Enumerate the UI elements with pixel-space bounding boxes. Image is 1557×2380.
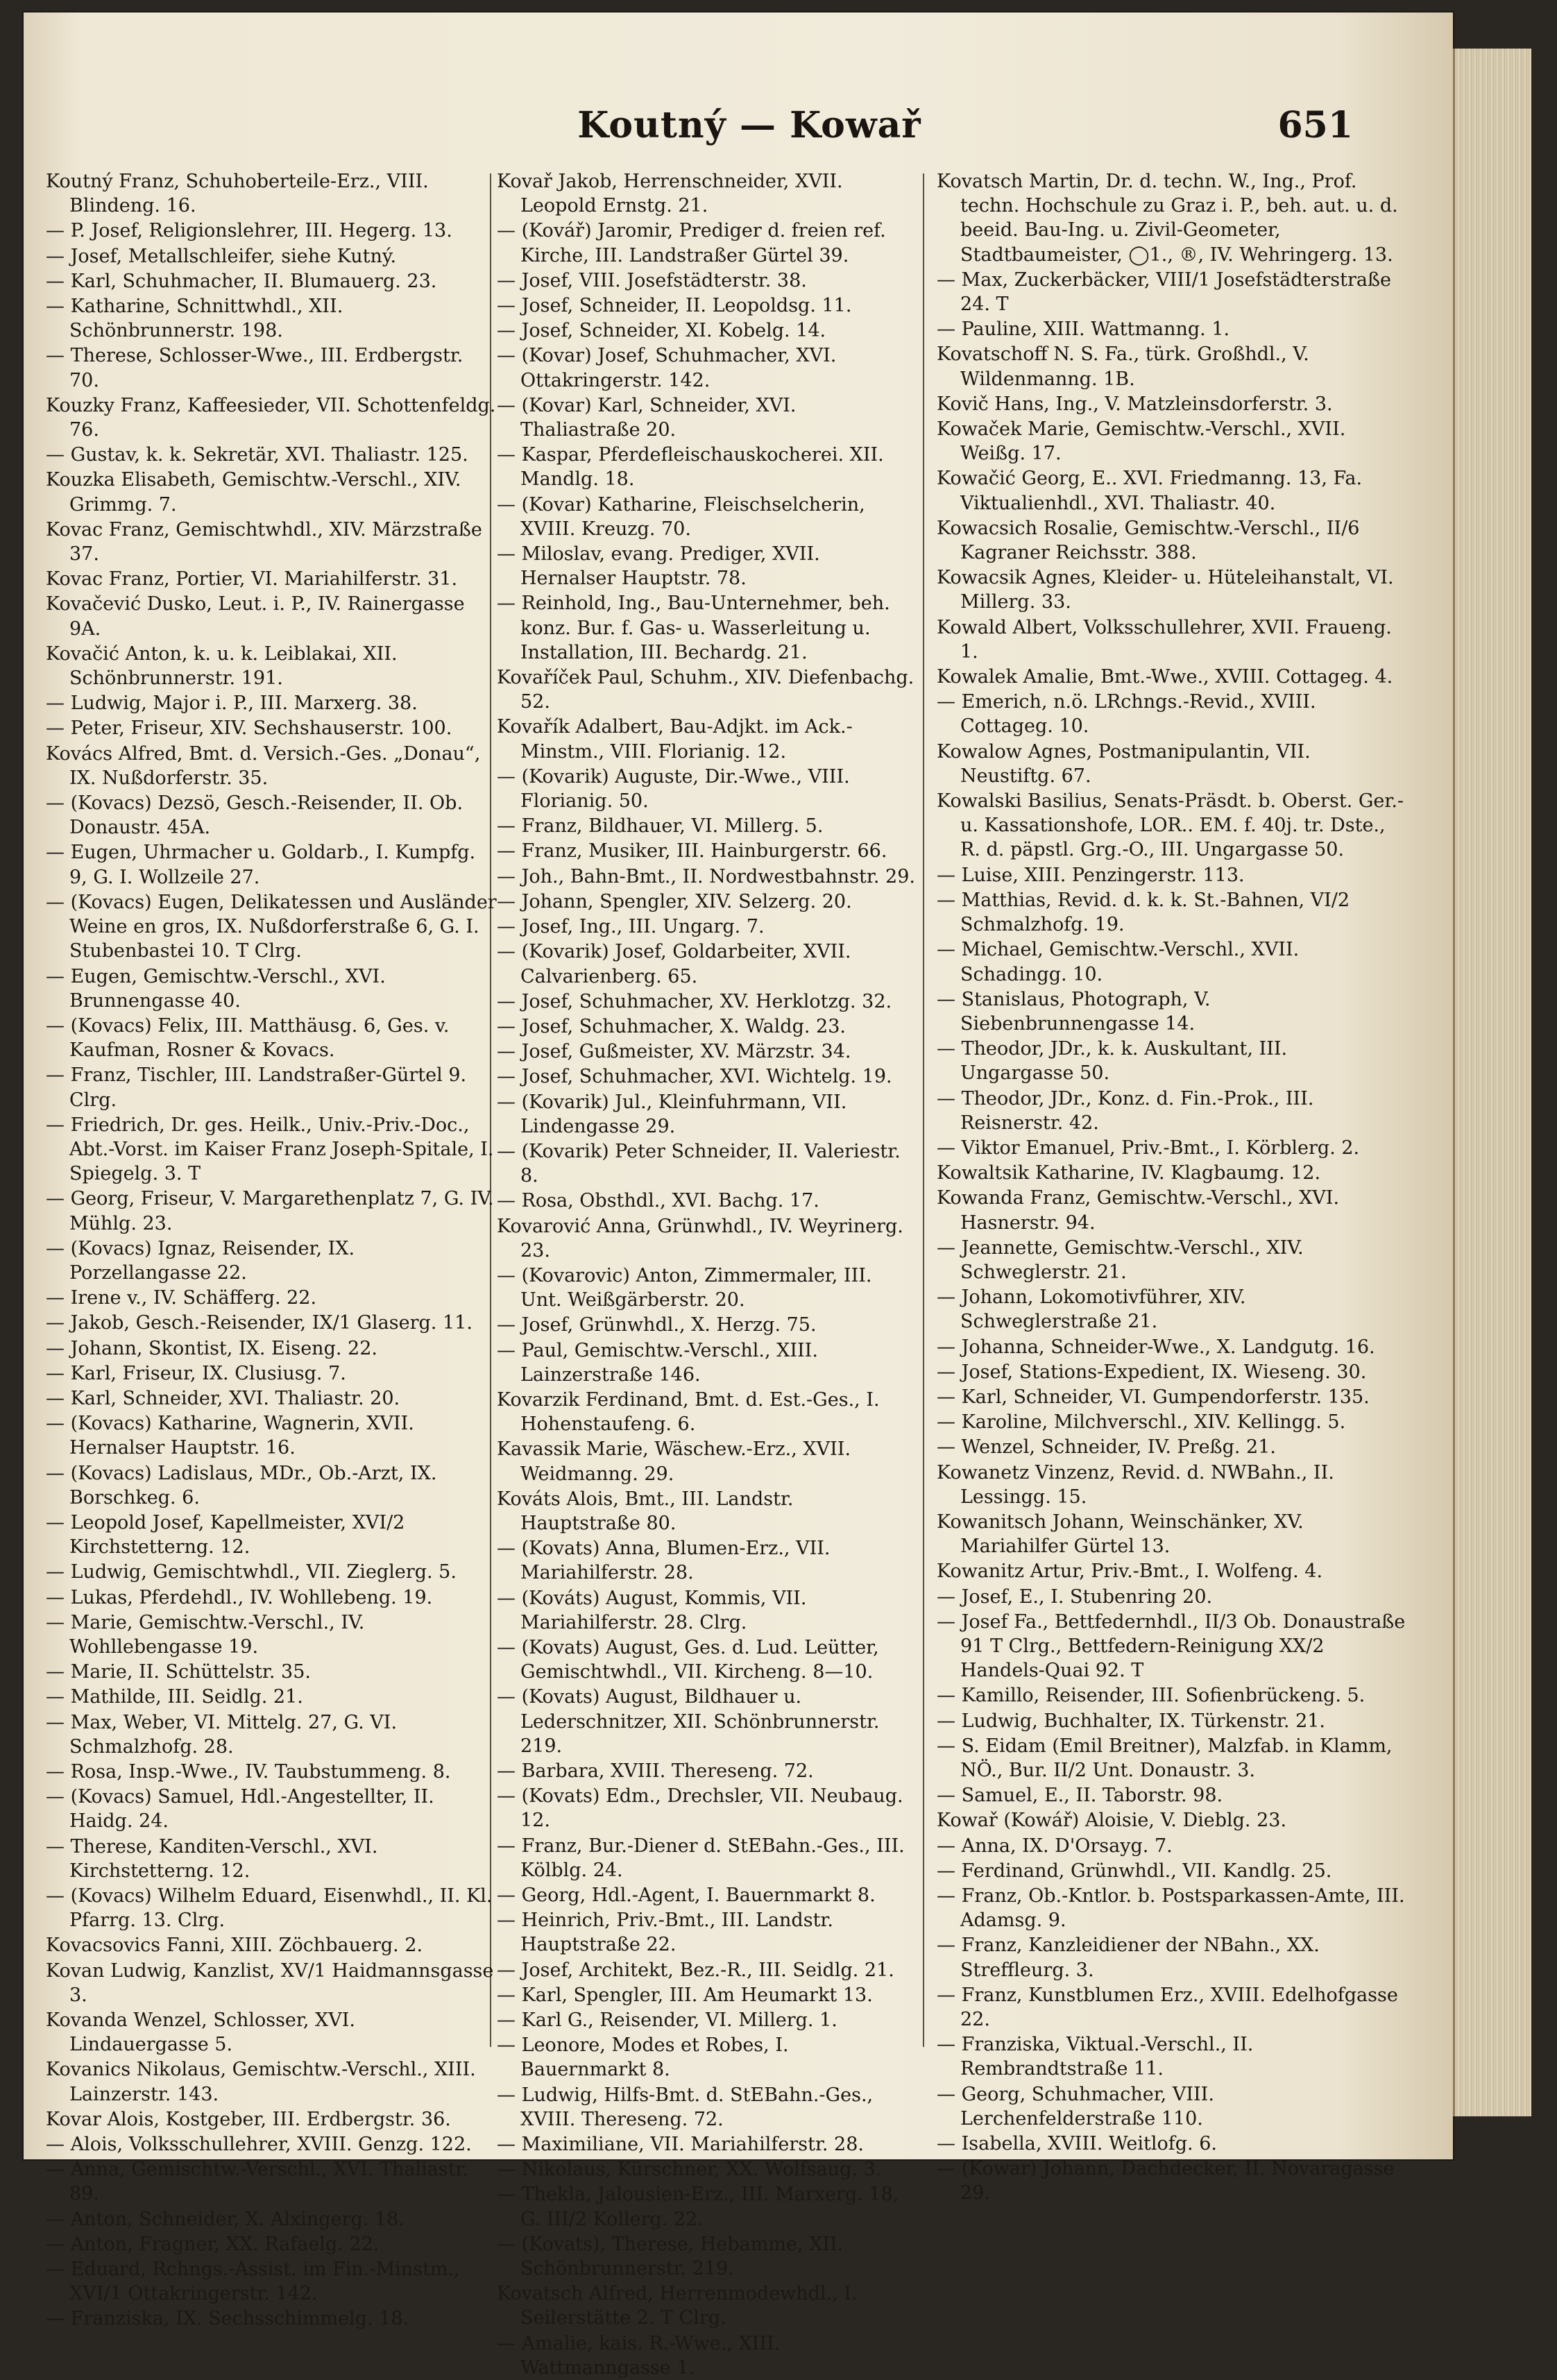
directory-entry: — Josef, Ing., III. Ungarg. 7. (497, 916, 765, 938)
directory-entry: Kowanetz Vinzenz, Revid. d. NWBahn., II. Lessingg. 15. (937, 1461, 1334, 1508)
directory-entry: Kowaček Marie, Gemischtw.-Verschl., XVII. Weißg. 17. (937, 418, 1346, 465)
directory-entry: — Franz, Bur.-Diener d. StEBahn.-Ges., III. Kölblg. 24. (497, 1835, 905, 1881)
directory-entry: — S. Eidam (Emil Breitner), Malzfab. in Klamm, NÖ., Bur. II/2 Unt. Donaustr. 3. (937, 1735, 1393, 1781)
directory-entry: Kovič Hans, Ing., V. Matzleinsdorferstr. 3. (937, 393, 1333, 415)
directory-entry: — (Kovats) August, Bildhauer u. Lederschnitzer, XII. Schönbrunnerstr. 219. (497, 1686, 880, 1757)
directory-entry: — Alois, Volksschullehrer, XVIII. Genzg. 122. (46, 2134, 472, 2156)
directory-entry: — Franziska, Viktual.-Verschl., II. Rembrandtstraße 11. (937, 2034, 1254, 2080)
directory-entry: — Rosa, Insp.-Wwe., IV. Taubstummeng. 8. (46, 1761, 451, 1783)
directory-entry: — P. Josef, Religionslehrer, III. Hegerg. 13. (46, 220, 452, 242)
directory-entry: — Luise, XIII. Penzingerstr. 113. (937, 864, 1245, 886)
directory-entry: — Georg, Hdl.-Agent, I. Bauernmarkt 8. (497, 1885, 876, 1907)
running-head-title: Koutný — Kowař (577, 104, 921, 146)
directory-entry: — Matthias, Revid. d. k. k. St.-Bahnen, VI/2 Schmalzhofg. 19. (937, 889, 1350, 936)
directory-entry: — Josef, Metallschleifer, siehe Kutný. (46, 245, 397, 267)
directory-entry: — Josef, Schuhmacher, XV. Herklotzg. 32. (497, 990, 892, 1012)
directory-entry: Kowačić Georg, E.. XVI. Friedmanng. 13, Fa. Viktualienhdl., XVI. Thaliastr. 40. (937, 468, 1363, 514)
directory-entry: Kowař (Kowář) Aloisie, V. Dieblg. 23. (937, 1810, 1287, 1832)
directory-entry: — (Kovar) Katharine, Fleischselcherin, XVIII. Kreuzg. 70. (497, 493, 865, 540)
directory-entry: — Nikolaus, Kürschner, XX. Wolfsaug. 3. (497, 2159, 882, 2181)
directory-entry: Kovanics Nikolaus, Gemischtw.-Verschl., XIII. Lainzerstr. 143. (46, 2059, 476, 2105)
directory-entry: — (Kovář) Jaromir, Prediger d. freien ref. Kirche, III. Landstraßer Gürtel 39. (497, 220, 886, 266)
directory-entry: Kowanda Franz, Gemischtw.-Verschl., XVI. Hasnerstr. 94. (937, 1187, 1340, 1234)
directory-entry: — Josef, VIII. Josefstädterstr. 38. (497, 269, 807, 291)
directory-entry: Koutný Franz, Schuhoberteile-Erz., VIII. Blindeng. 16. (46, 171, 429, 217)
directory-entry: — Jakob, Gesch.-Reisender, IX/1 Glaserg. 11. (46, 1312, 473, 1334)
page-number: 651 (1277, 104, 1353, 146)
directory-entry: — (Kovats) August, Ges. d. Lud. Leütter, Gemischtwhdl., VII. Kircheng. 8—10. (497, 1636, 879, 1683)
directory-entry: — Jeannette, Gemischtw.-Verschl., XIV. Schweglerstr. 21. (937, 1236, 1304, 1283)
directory-entry: — Karl, Schuhmacher, II. Blumauerg. 23. (46, 270, 437, 292)
directory-entry: Kovács Alfred, Bmt. d. Versich.-Ges. „Donau“, IX. Nußdorferstr. 35. (46, 742, 481, 789)
directory-entry: — Josef, Schneider, XI. Kobelg. 14. (497, 320, 826, 342)
directory-entry: Kovac Franz, Portier, VI. Mariahilferstr. 31. (46, 568, 458, 590)
directory-entry: — Josef Fa., Bettfedernhdl., II/3 Ob. Donaustraße 91 T Clrg., Bettfedern-Reinigung XX/2 Handels-Quai 92. T (937, 1610, 1406, 1682)
directory-entry: Kowalski Basilius, Senats-Präsdt. b. Oberst. Ger.- u. Kassationshofe, LOR.. EM. f. 40j. tr. Dste., R. d. päpstl. Grg.-O., III. Ungargasse 50. (937, 790, 1404, 861)
directory-entry: — Franz, Kunstblumen Erz., XVIII. Edelhofgasse 22. (937, 1984, 1398, 2031)
directory-entry: — Stanislaus, Photograph, V. Siebenbrunnengasse 14. (937, 988, 1211, 1035)
directory-entry: — Leonore, Modes et Robes, I. Bauernmarkt 8. (497, 2034, 789, 2081)
directory-entry: Kovac Franz, Gemischtwhdl., XIV. Märzstraße 37. (46, 518, 482, 566)
directory-entry: — Marie, Gemischtw.-Verschl., IV. Wohllebengasse 19. (46, 1611, 365, 1658)
directory-entry: — Anton, Fragner, XX. Rafaelg. 22. (46, 2233, 380, 2255)
directory-entry: — (Kovats) Anna, Blumen-Erz., VII. Mariahilferstr. 28. (497, 1538, 831, 1584)
directory-entry: Kovařík Adalbert, Bau-Adjkt. im Ack.-Minstm., VIII. Florianig. 12. (497, 716, 853, 763)
directory-entry: — (Kovacs) Dezsö, Gesch.-Reisender, II. Ob. Donaustr. 45A. (46, 792, 463, 839)
directory-entry: — (Kovarik) Jul., Kleinfuhrmann, VII. Lindengasse 29. (497, 1091, 847, 1137)
directory-entry: — Lukas, Pferdehdl., IV. Wohllebeng. 19. (46, 1586, 433, 1608)
directory-entry: — Heinrich, Priv.-Bmt., III. Landstr. Hauptstraße 22. (497, 1910, 833, 1956)
directory-entry: — Anton, Schneider, X. Alxingerg. 18. (46, 2208, 405, 2230)
directory-entry: — Karl, Schneider, XVI. Thaliastr. 20. (46, 1387, 400, 1409)
directory-entry: Kovacsovics Fanni, XIII. Zöchbauerg. 2. (46, 1935, 423, 1957)
directory-entry: — Viktor Emanuel, Priv.-Bmt., I. Körblerg. 2. (937, 1137, 1360, 1159)
directory-entry: Kowanitsch Johann, Weinschänker, XV. Mariahilfer Gürtel 13. (937, 1511, 1304, 1558)
directory-entry: — Max, Zuckerbäcker, VIII/1 Josefstädterstraße 24. T (937, 269, 1391, 316)
directory-entry: Kowald Albert, Volksschullehrer, XVII. Fraueng. 1. (937, 616, 1392, 663)
directory-entry: — Franz, Musiker, III. Hainburgerstr. 66. (497, 840, 887, 862)
directory-entry: — (Kovacs) Eugen, Delikatessen und Ausländer Weine en gros, IX. Nußdorferstraße 6, G. I. Stubenbastei 10. T Clrg. (46, 891, 497, 962)
directory-entry: — (Kováts) August, Kommis, VII. Mariahilferstr. 28. Clrg. (497, 1587, 807, 1633)
directory-entry: — Josef, Stations-Expedient, IX. Wieseng. 30. (937, 1361, 1367, 1383)
directory-entry: Kouzky Franz, Kaffeesieder, VII. Schottenfeldg. 76. (46, 394, 496, 441)
directory-entry: — (Kovar) Karl, Schneider, XVI. Thaliastraße 20. (497, 394, 797, 441)
directory-entry: — Amalie, kais. R.-Wwe., XIII. Wattmanngasse 1. (497, 2332, 781, 2379)
directory-entry: — Wenzel, Schneider, IV. Preßg. 21. (937, 1436, 1276, 1459)
directory-entry: Kouzka Elisabeth, Gemischtw.-Verschl., XIV. Grimmg. 7. (46, 469, 461, 516)
directory-entry: — Joh., Bahn-Bmt., II. Nordwestbahnstr. 29. (497, 865, 915, 887)
directory-column-3 (937, 169, 1406, 2204)
directory-entry: — (Kovats), Therese, Hebamme, XII. Schönbrunnerstr. 219. (497, 2233, 844, 2280)
directory-entry: — Mathilde, III. Seidlg. 21. (46, 1686, 303, 1708)
directory-entry: Kováts Alois, Bmt., III. Landstr. Hauptstraße 80. (497, 1488, 794, 1534)
directory-entry: — Michael, Gemischtw.-Verschl., XVII. Schadingg. 10. (937, 939, 1300, 985)
directory-entry: — Karl, Spengler, III. Am Heumarkt 13. (497, 1984, 873, 2006)
directory-entry: — (Kovarovic) Anton, Zimmermaler, III. Unt. Weißgärberstr. 20. (497, 1264, 872, 1311)
directory-entry: — (Kovacs) Katharine, Wagnerin, XVII. Hernalser Hauptstr. 16. (46, 1413, 414, 1459)
directory-entry: — (Kovats) Edm., Drechsler, VII. Neubaug. 12. (497, 1785, 903, 1832)
directory-entry: — Theodor, JDr., Konz. d. Fin.-Prok., III. Reisnerstr. 42. (937, 1087, 1314, 1134)
directory-entry: — Franz, Ob.-Kntlor. b. Postsparkassen-Amte, III. Adamsg. 9. (937, 1885, 1405, 1932)
directory-entry: — Anna, IX. D'Orsayg. 7. (937, 1835, 1173, 1857)
directory-entry: Kovarzik Ferdinand, Bmt. d. Est.-Ges., I. Hohenstaufeng. 6. (497, 1388, 880, 1436)
directory-entry: — (Kovacs) Ignaz, Reisender, IX. Porzellangasse 22. (46, 1237, 355, 1284)
directory-entry: — Josef, Architekt, Bez.-R., III. Seidlg. 21. (497, 1959, 894, 1981)
directory-entry: Kovarović Anna, Grünwhdl., IV. Weyrinerg. 23. (497, 1215, 903, 1261)
directory-entry: — Ludwig, Buchhalter, IX. Türkenstr. 21. (937, 1710, 1326, 1732)
directory-entry: — Kaspar, Pferdefleischauskocherei. XII. Mandlg. 18. (497, 444, 884, 491)
directory-entry: — Marie, II. Schüttelstr. 35. (46, 1661, 311, 1683)
directory-entry: — Therese, Kanditen-Verschl., XVI. Kirchstetterng. 12. (46, 1835, 378, 1882)
directory-entry: — Samuel, E., II. Taborstr. 98. (937, 1785, 1223, 1807)
directory-entry: — Johanna, Schneider-Wwe., X. Landgutg. 16. (937, 1336, 1375, 1358)
directory-entry: — Miloslav, evang. Prediger, XVII. Hernalser Hauptstr. 78. (497, 543, 820, 590)
directory-entry: — Ludwig, Major i. P., III. Marxerg. 38. (46, 692, 418, 715)
directory-entry: Kowacsich Rosalie, Gemischtw.-Verschl., II/6 Kagraner Reichsstr. 388. (937, 517, 1360, 564)
directory-entry: — Pauline, XIII. Wattmanng. 1. (937, 318, 1230, 341)
directory-entry: — (Kovacs) Samuel, Hdl.-Angestellter, II. Haidg. 24. (46, 1786, 434, 1833)
directory-entry: — Isabella, XVIII. Weitlofg. 6. (937, 2133, 1217, 2155)
directory-entry: — Friedrich, Dr. ges. Heilk., Univ.-Priv.-Doc., Abt.-Vorst. im Kaiser Franz Joseph-Spitale, I. Spiegelg. 3. T (46, 1114, 494, 1185)
directory-entry: — Eugen, Gemischtw.-Verschl., XVI. Brunnengasse 40. (46, 965, 386, 1012)
directory-entry: Kavassik Marie, Wäschew.-Erz., XVII. Weidmanng. 29. (497, 1438, 851, 1485)
directory-entry: — Ferdinand, Grünwhdl., VII. Kandlg. 25. (937, 1860, 1332, 1882)
directory-entry: — Johann, Skontist, IX. Eiseng. 22. (46, 1337, 377, 1359)
directory-entry: — Josef, E., I. Stubenring 20. (937, 1586, 1213, 1608)
directory-entry: Kovar Alois, Kostgeber, III. Erdbergstr. 36. (46, 2108, 451, 2130)
directory-entry: — Josef, Schneider, II. Leopoldsg. 11. (497, 295, 852, 317)
directory-entry: — Johann, Spengler, XIV. Selzerg. 20. (497, 890, 852, 912)
directory-entry: — Karl, Schneider, VI. Gumpendorferstr. 135. (937, 1386, 1370, 1408)
directory-entry: — Karoline, Milchverschl., XIV. Kellingg. 5. (937, 1411, 1346, 1434)
directory-entry: — (Kovarik) Josef, Goldarbeiter, XVII. Calvarienberg. 65. (497, 941, 851, 987)
directory-entry: — (Kovarik) Auguste, Dir.-Wwe., VIII. Florianig. 50. (497, 765, 850, 813)
directory-entry: — Karl, Friseur, IX. Clusiusg. 7. (46, 1362, 346, 1384)
directory-entry: Kowanitz Artur, Priv.-Bmt., I. Wolfeng. 4. (937, 1561, 1323, 1583)
directory-entry: Kovan Ludwig, Kanzlist, XV/1 Haidmannsgasse 3. (46, 1960, 494, 2006)
directory-entry: — Josef, Schuhmacher, XVI. Wichtelg. 19. (497, 1066, 892, 1088)
column-rule (923, 173, 924, 2047)
page-header (146, 104, 1353, 167)
directory-entry: — Georg, Friseur, V. Margarethenplatz 7, G. IV. Mühlg. 23. (46, 1188, 494, 1234)
directory-entry: Kovačić Anton, k. u. k. Leiblakai, XII. Schönbrunnerstr. 191. (46, 643, 398, 690)
page-edges (1453, 49, 1531, 2116)
directory-entry: — Eduard, Rchngs.-Assist. im Fin.-Minstm., XVI/1 Ottakringerstr. 142. (46, 2259, 460, 2305)
directory-entry: Kowalow Agnes, Postmanipulantin, VII. Neustiftg. 67. (937, 740, 1311, 787)
directory-entry: — Josef, Gußmeister, XV. Märzstr. 34. (497, 1041, 851, 1063)
directory-column-2 (497, 169, 916, 2379)
directory-entry: — Josef, Grünwhdl., X. Herzg. 75. (497, 1314, 817, 1336)
directory-entry: — (Kovacs) Wilhelm Eduard, Eisenwhdl., II. Kl. Pfarrg. 13. Clrg. (46, 1885, 493, 1932)
directory-entry: Kowacsik Agnes, Kleider- u. Hüteleihanstalt, VI. Millerg. 33. (937, 567, 1394, 613)
directory-entry: — Theodor, JDr., k. k. Auskultant, III. Ungargasse 50. (937, 1038, 1288, 1085)
directory-entry: Kovař Jakob, Herrenschneider, XVII. Leopold Ernstg. 21. (497, 171, 843, 217)
directory-entry: — Franziska, IX. Sechsschimmelg. 18. (46, 2308, 409, 2330)
directory-entry: — Peter, Friseur, XIV. Sechshauserstr. 100. (46, 717, 452, 740)
directory-entry: — Ludwig, Hilfs-Bmt. d. StEBahn.-Ges., XVIII. Thereseng. 72. (497, 2084, 874, 2130)
directory-entry: — Georg, Schuhmacher, VIII. Lerchenfelderstraße 110. (937, 2083, 1214, 2130)
directory-entry: Kovatsch Alfred, Herrenmodewhdl., I. Seilerstätte 2. T Clrg. (497, 2283, 858, 2329)
directory-entry: — Rosa, Obsthdl., XVI. Bachg. 17. (497, 1190, 819, 1212)
directory-entry: Kowalek Amalie, Bmt.-Wwe., XVIII. Cottageg. 4. (937, 666, 1393, 688)
directory-entry: Kovanda Wenzel, Schlosser, XVI. Lindauergasse 5. (46, 2009, 355, 2056)
directory-entry: — Franz, Bildhauer, VI. Millerg. 5. (497, 815, 824, 838)
directory-entry: — Gustav, k. k. Sekretär, XVI. Thaliastr. 125. (46, 444, 468, 466)
directory-entry: — (Kovar) Josef, Schuhmacher, XVI. Ottakringerstr. 142. (497, 345, 837, 391)
directory-entry: Kovaříček Paul, Schuhm., XIV. Diefenbachg. 52. (497, 667, 914, 713)
directory-entry: — Franz, Kanzleidiener der NBahn., XX. Streffleurg. 3. (937, 1935, 1320, 1981)
directory-entry: — Leopold Josef, Kapellmeister, XVI/2 Kirchstetterng. 12. (46, 1511, 405, 1558)
directory-entry: — Barbara, XVIII. Thereseng. 72. (497, 1760, 814, 1782)
directory-entry: — Eugen, Uhrmacher u. Goldarb., I. Kumpfg. 9, G. I. Wollzeile 27. (46, 842, 476, 888)
directory-column-1 (46, 169, 497, 2330)
directory-entry: — Johann, Lokomotivführer, XIV. Schweglerstraße 21. (937, 1286, 1246, 1333)
directory-entry: — Irene v., IV. Schäfferg. 22. (46, 1287, 317, 1309)
directory-entry: — Anna, Gemischtw.-Verschl., XVI. Thaliastr. 89. (46, 2159, 469, 2205)
directory-entry: — Paul, Gemischtw.-Verschl., XIII. Lainzerstraße 146. (497, 1339, 818, 1386)
directory-entry: Kovačević Dusko, Leut. i. P., IV. Rainergasse 9A. (46, 593, 465, 640)
directory-entry: — Thekla, Jalousien-Erz., III. Marxerg. 18, G. III/2 Kollerg. 22. (497, 2184, 899, 2230)
directory-entry: — Ludwig, Gemischtwhdl., VII. Zieglerg. 5. (46, 1561, 457, 1583)
directory-entry: — Emerich, n.ö. LRchngs.-Revid., XVIII. Cottageg. 10. (937, 691, 1316, 738)
directory-entry: — Max, Weber, VI. Mittelg. 27, G. VI. Schmalzhofg. 28. (46, 1711, 398, 1758)
directory-entry: — Maximiliane, VII. Mariahilferstr. 28. (497, 2134, 864, 2156)
directory-entry: Kovatschoff N. S. Fa., türk. Großhdl., V. Wildenmanng. 1B. (937, 343, 1309, 390)
directory-entry: Kowaltsik Katharine, IV. Klagbaumg. 12. (937, 1162, 1321, 1184)
directory-entry: — Kamillo, Reisender, III. Sofienbrückeng. 5. (937, 1685, 1365, 1707)
directory-entry: — (Kovacs) Felix, III. Matthäusg. 6, Ges. v. Kaufman, Rosner & Kovacs. (46, 1014, 450, 1062)
directory-entry: — Josef, Schuhmacher, X. Waldg. 23. (497, 1015, 846, 1037)
directory-entry: Kovatsch Martin, Dr. d. techn. W., Ing., Prof. techn. Hochschule zu Graz i. P., beh. aut. u. d. beeid. Bau-Ing. u. Zivil-Geometer, Stadtbaumeister, ◯1., ®, IV. Wehringerg. 13. (937, 171, 1398, 266)
directory-entry: — (Kovarik) Peter Schneider, II. Valeriestr. 8. (497, 1140, 901, 1187)
directory-entry: — (Kovacs) Ladislaus, MDr., Ob.-Arzt, IX. Borschkeg. 6. (46, 1462, 437, 1508)
directory-entry: — Therese, Schlosser-Wwe., III. Erdbergstr. 70. (46, 345, 463, 391)
directory-entry: — Karl G., Reisender, VI. Millerg. 1. (497, 2009, 837, 2032)
directory-entry: — (Kowar) Johann, Dachdecker, II. Novaragasse 29. (937, 2158, 1395, 2204)
directory-entry: — Franz, Tischler, III. Landstraßer-Gürtel 9. Clrg. (46, 1064, 467, 1111)
directory-entry: — Katharine, Schnittwhdl., XII. Schönbrunnerstr. 198. (46, 296, 343, 342)
directory-entry: — Reinhold, Ing., Bau-Unternehmer, beh. konz. Bur. f. Gas- u. Wasserleitung u. Installation, III. Bechardg. 21. (497, 593, 890, 663)
